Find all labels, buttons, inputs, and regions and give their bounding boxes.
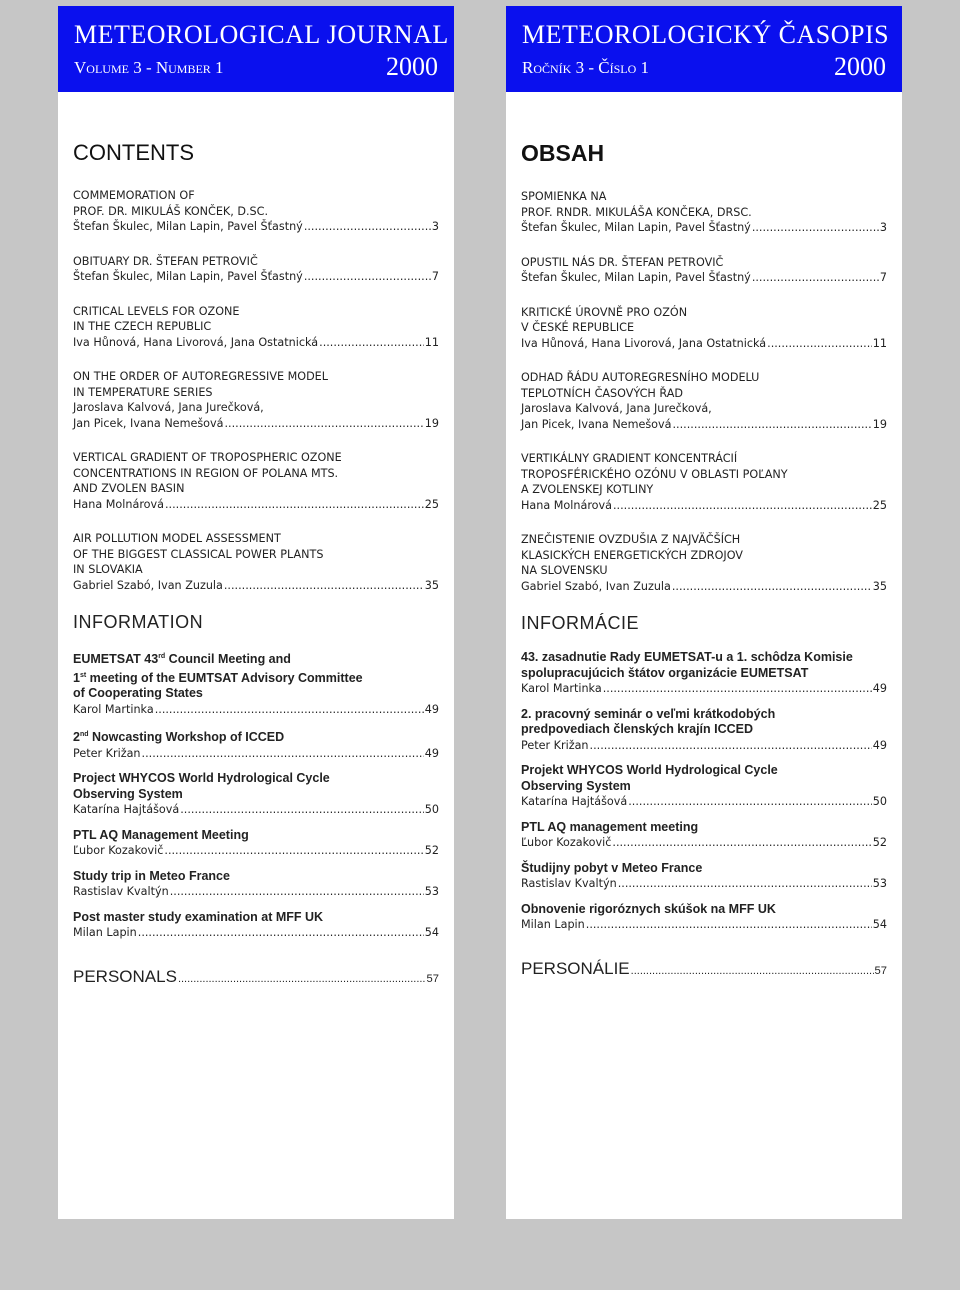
leader-dots [767, 336, 872, 352]
entry-title-line: PROF. RNDR. MIKULÁŠA KONČEKA, DRSC. [521, 205, 752, 219]
entry-authors: Iva Hůnová, Hana Livorová, Jana Ostatnická [73, 335, 319, 349]
entry-title-line: SPOMIENKA NA [521, 190, 607, 203]
entry-title-line: TEPLOTNÍCH ČASOVÝCH ŘAD [521, 386, 683, 400]
info-entry[interactable] [521, 820, 887, 851]
entry-authors-line [521, 579, 887, 595]
entry-title-line: IN SLOVAKIA [73, 563, 143, 576]
page-number: 52 [424, 844, 439, 858]
entry-title-line: OF THE BIGGEST CLASSICAL POWER PLANTS [73, 547, 324, 561]
page-number: 25 [872, 498, 887, 512]
leader-dots [180, 802, 424, 818]
left-column [58, 6, 454, 1219]
info-entry[interactable] [521, 650, 887, 697]
toc-entry[interactable] [521, 532, 887, 594]
entry-authors: Ľubor Kozakovič [521, 836, 612, 849]
page-number: 11 [872, 336, 887, 350]
info-entry[interactable] [73, 910, 439, 941]
title-text: Council Meeting and [165, 652, 291, 667]
entry-authors: Hana Molnárová [73, 497, 164, 511]
entry-authors-line [521, 681, 887, 697]
entry-authors-line [73, 802, 439, 818]
entry-title-line: ON THE ORDER OF AUTOREGRESSIVE MODEL [73, 370, 328, 383]
rocnik-cislo: Ročník 3 - Číslo 1 [522, 58, 650, 77]
entry-title-line: NA SLOVENSKU [521, 564, 608, 577]
entry-title-line: Study trip in Meteo France [73, 868, 230, 883]
entry-authors: Štefan Škulec, Milan Lapin, Pavel Šťastný [521, 271, 751, 284]
entry-title-line: TROPOSFÉRICKÉHO OZÓNU V OBLASTI POĽANY [521, 467, 788, 481]
casopis-title: METEOROLOGICKÝ ČASOPIS [522, 20, 890, 49]
info-entry[interactable] [73, 649, 439, 717]
informacie-heading: INFORMÁCIE [521, 613, 640, 633]
personalie-label: PERSONÁLIE [521, 958, 630, 978]
entry-title-line: KRITICKÉ ÚROVNĚ PRO OZÓN [521, 305, 688, 319]
toc-entry[interactable] [73, 369, 439, 431]
entry-authors-line [521, 876, 887, 892]
entry-title-line: ODHAD ŘÁDU AUTOREGRESNÍHO MODELU [521, 371, 760, 384]
page-number: 54 [872, 918, 887, 931]
entry-title-line: PROF. DR. MIKULÁŠ KONČEK, D.SC. [73, 204, 269, 218]
leader-dots [319, 335, 424, 351]
page-number: 52 [872, 836, 887, 849]
superscript: nd [79, 731, 89, 739]
entry-authors: Gabriel Szabó, Ivan Zuzula [73, 578, 223, 592]
page-number: 19 [872, 417, 887, 431]
information-list [73, 649, 439, 941]
journal-banner [58, 6, 454, 92]
leader-dots [613, 498, 872, 514]
personals-label: PERSONALS [73, 966, 177, 986]
entry-title-line: 43. zasadnutie Rady EUMETSAT-u a 1. schôdza Komisie [521, 650, 853, 664]
info-entry[interactable] [521, 707, 887, 754]
personalie-page: 57 [874, 964, 887, 977]
info-entry[interactable] [521, 763, 887, 810]
entry-title-line: AND ZVOLEN BASIN [73, 482, 185, 495]
entry-title-line: 2. pracovný seminár o veľmi krátkodobých [521, 706, 776, 721]
leader-dots [590, 738, 872, 754]
entry-authors: Milan Lapin [521, 918, 585, 931]
entry-title [73, 727, 439, 746]
page-number: 50 [424, 803, 439, 817]
entry-title-line: Observing System [521, 778, 631, 793]
entry-title-line: PTL AQ management meeting [521, 819, 699, 834]
entry-authors-line [73, 497, 439, 513]
page-number: 3 [879, 221, 887, 234]
entry-authors-line [521, 917, 887, 933]
entry-authors: Rastislav Kvaltýn [73, 885, 169, 899]
entry-title-line: ZNEČISTENIE OVZDUŠIA Z NAJVÄČŠÍCH [521, 533, 741, 546]
entry-authors-line [521, 794, 887, 810]
contents-section [58, 92, 454, 987]
leader-dots [673, 417, 872, 433]
journal-title: METEOROLOGICAL JOURNAL [74, 20, 449, 49]
entry-authors-line [73, 269, 439, 285]
entry-title-line: OPUSTIL NÁS DR. ŠTEFAN PETROVIČ [521, 255, 724, 269]
info-entry[interactable] [521, 902, 887, 933]
page-number: 19 [424, 416, 439, 430]
leader-dots [603, 681, 872, 697]
leader-dots [224, 578, 424, 594]
entry-authors: Peter Križan [73, 746, 141, 760]
entry-authors: Milan Lapin [73, 926, 137, 940]
leader-dots [618, 876, 872, 892]
page-number: 35 [872, 579, 887, 593]
entry-title-line: AIR POLLUTION MODEL ASSESSMENT [73, 532, 281, 545]
entry-authors: Rastislav Kvaltýn [521, 877, 617, 890]
obsah-list [521, 189, 887, 594]
entry-title-line: Post master study examination at MFF UK [73, 909, 324, 924]
entry-authors-line [73, 335, 439, 351]
entry-authors: Jan Picek, Ivana Nemešová [521, 417, 672, 431]
journal-year: 2000 [386, 52, 438, 81]
entry-authors: Hana Molnárová [521, 498, 612, 512]
entry-authors-line [73, 416, 439, 432]
entry-authors-line [73, 578, 439, 594]
information-heading: INFORMATION [73, 612, 204, 632]
entry-title-line: Projekt WHYCOS World Hydrological Cycle [521, 763, 778, 777]
info-entry[interactable] [73, 771, 439, 818]
page-number: 35 [424, 578, 439, 592]
entry-authors: Jaroslava Kalvová, Jana Jurečková, [521, 402, 712, 415]
entry-authors-line [521, 417, 887, 433]
toc-entry[interactable] [73, 188, 439, 235]
entry-title-line: spolupracujúcich štátov organizácie EUMETSAT [521, 665, 809, 680]
page-number: 49 [872, 682, 887, 695]
page-number: 49 [872, 738, 887, 752]
entry-authors-line [521, 835, 887, 851]
obsah-heading: OBSAH [521, 140, 605, 166]
entry-title-line: V ČESKÉ REPUBLICE [521, 321, 635, 334]
toc-entry[interactable] [521, 451, 887, 513]
entry-authors: Jan Picek, Ivana Nemešová [73, 416, 224, 430]
toc-entry[interactable] [73, 531, 439, 593]
entry-authors-line [521, 498, 887, 514]
entry-authors: Štefan Škulec, Milan Lapin, Pavel Šťastný [73, 270, 303, 283]
leader-dots [304, 219, 431, 235]
entry-title-line: Observing System [73, 786, 183, 801]
page-number: 3 [431, 220, 439, 233]
title-text: of Cooperating States [73, 686, 203, 701]
page-number: 53 [424, 885, 439, 899]
entry-title-line: A ZVOLENSKEJ KOTLINY [521, 483, 654, 496]
title-text: 2 [73, 730, 80, 745]
toc-entry[interactable] [73, 254, 439, 285]
entry-authors-line [73, 702, 439, 718]
casopis-year: 2000 [834, 52, 886, 81]
entry-authors-line [73, 746, 439, 762]
obsah-section [506, 92, 902, 979]
toc-entry[interactable] [73, 304, 439, 351]
leader-dots [586, 917, 872, 933]
page-number: 49 [424, 746, 439, 760]
leader-dots [672, 579, 872, 595]
entry-title-line: IN TEMPERATURE SERIES [73, 385, 213, 399]
entry-title-line: CONCENTRATIONS IN REGION OF POLANA MTS. [73, 466, 339, 480]
entry-title-line: IN THE CZECH REPUBLIC [73, 320, 212, 333]
title-text: meeting of the EUMTSAT Advisory Committee [86, 670, 363, 685]
entry-authors: Iva Hůnová, Hana Livorová, Jana Ostatnická [521, 336, 767, 350]
info-entry[interactable] [73, 727, 439, 761]
info-entry[interactable] [521, 861, 887, 892]
entry-title-line: PTL AQ Management Meeting [73, 827, 249, 842]
entry-authors: Katarína Hajtášová [73, 803, 180, 817]
leader-dots [165, 497, 424, 513]
entry-authors-line [521, 220, 887, 236]
entry-title-line: COMMEMORATION OF [73, 189, 195, 202]
contents-heading: CONTENTS [73, 140, 194, 165]
page-number: 54 [424, 926, 439, 940]
entry-authors-line [73, 884, 439, 900]
entry-authors: Ľubor Kozakovič [73, 844, 164, 858]
entry-authors-line [73, 843, 439, 859]
page-number: 7 [431, 270, 439, 283]
entry-title-line: Študijny pobyt v Meteo France [521, 860, 703, 875]
entry-authors: Karol Martinka [521, 682, 602, 695]
personals-page: 57 [426, 972, 439, 985]
entry-title-line: predpovediach členských krajín ICCED [521, 722, 754, 736]
info-entry[interactable] [73, 828, 439, 859]
right-column [506, 6, 902, 1219]
superscript: st [79, 671, 87, 679]
entry-title-line: OBITUARY DR. ŠTEFAN PETROVIČ [73, 254, 258, 268]
page-number: 53 [872, 877, 887, 890]
leader-dots [142, 746, 424, 762]
toc-entry[interactable] [521, 255, 887, 286]
entry-authors-line [521, 738, 887, 754]
entry-title-line: CRITICAL LEVELS FOR OZONE [73, 304, 240, 318]
leader-dots [155, 702, 424, 718]
leader-dots [138, 925, 424, 941]
leader-dots [225, 416, 424, 432]
leader-dots [752, 220, 879, 236]
contents-list [73, 188, 439, 593]
volume-number: Volume 3 - Number 1 [74, 58, 224, 77]
toc-entry[interactable] [521, 189, 887, 236]
entry-authors: Štefan Škulec, Milan Lapin, Pavel Šťastný [521, 221, 751, 234]
leader-dots [164, 843, 423, 859]
toc-entry[interactable] [521, 305, 887, 352]
personalie-line[interactable] [521, 959, 887, 979]
entry-authors: Peter Križan [521, 738, 589, 752]
page-number: 11 [424, 335, 439, 349]
toc-entry[interactable] [73, 450, 439, 512]
entry-authors: Katarína Hajtášová [521, 795, 628, 808]
entry-title-line: VERTIKÁLNY GRADIENT KONCENTRÁCIÍ [521, 452, 738, 465]
casopis-banner [506, 6, 902, 92]
info-entry[interactable] [73, 869, 439, 900]
entry-authors: Jaroslava Kalvová, Jana Jurečková, [73, 401, 264, 414]
personals-line[interactable] [73, 967, 439, 987]
leader-dots [752, 270, 879, 286]
page-number: 49 [424, 702, 439, 716]
leader-dots [170, 884, 424, 900]
title-text: 1 [73, 670, 80, 685]
page-number: 50 [872, 795, 887, 808]
superscript: rd [158, 653, 166, 660]
entry-authors: Gabriel Szabó, Ivan Zuzula [521, 579, 671, 593]
leader-dots [628, 794, 872, 810]
entry-authors-line [521, 270, 887, 286]
entry-authors: Štefan Škulec, Milan Lapin, Pavel Šťastný [73, 220, 303, 233]
informacie-list [521, 650, 887, 933]
title-text: Nowcasting Workshop of ICCED [88, 730, 285, 745]
entry-authors-line [521, 336, 887, 352]
entry-authors-line [73, 219, 439, 235]
page-number: 7 [879, 271, 887, 284]
entry-title-line: KLASICKÝCH ENERGETICKÝCH ZDROJOV [521, 548, 743, 562]
title-text: EUMETSAT 43 [73, 652, 159, 667]
entry-authors: Karol Martinka [73, 702, 154, 716]
leader-dots [612, 835, 871, 851]
entry-title-line: Obnovenie rigoróznych skúšok na MFF UK [521, 901, 776, 916]
entry-title [73, 649, 439, 702]
entry-title-line: VERTICAL GRADIENT OF TROPOSPHERIC OZONE [73, 451, 342, 464]
page-number: 25 [424, 497, 439, 511]
toc-entry[interactable] [521, 370, 887, 432]
leader-dots [304, 269, 431, 285]
entry-authors-line [73, 925, 439, 941]
entry-title-line: Project WHYCOS World Hydrological Cycle [73, 771, 330, 786]
